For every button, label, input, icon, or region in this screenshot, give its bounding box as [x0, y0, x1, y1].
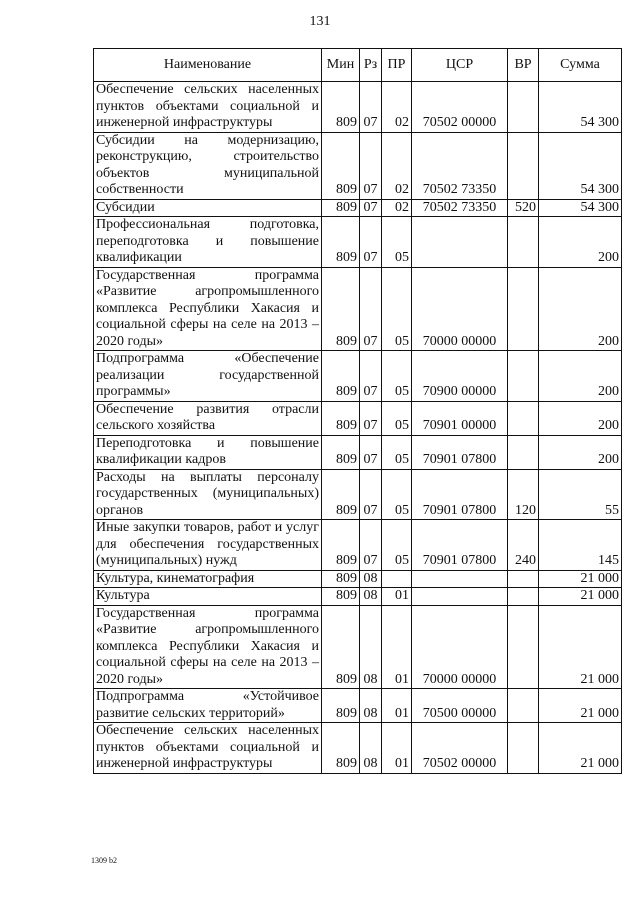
cell-rz: 07: [360, 469, 382, 520]
cell-pr: 05: [382, 469, 412, 520]
table-row: [94, 469, 622, 520]
cell-csr: 70901 07800: [412, 469, 508, 520]
cell-name: Подпрограмма «Обеспечение реализации государственной программы»: [94, 351, 322, 402]
cell-vr: [508, 82, 539, 133]
cell-vr: [508, 401, 539, 435]
cell-pr: 05: [382, 351, 412, 402]
cell-rz: 08: [360, 570, 382, 588]
cell-csr: 70500 00000: [412, 689, 508, 723]
cell-sum: 21 000: [539, 605, 622, 689]
cell-pr: 01: [382, 588, 412, 606]
cell-pr: 01: [382, 689, 412, 723]
table-row: [94, 401, 622, 435]
cell-rz: 07: [360, 435, 382, 469]
cell-sum: 21 000: [539, 570, 622, 588]
cell-min: 809: [322, 82, 360, 133]
table-row: [94, 570, 622, 588]
cell-vr: 520: [508, 199, 539, 217]
cell-name: Расходы на выплаты персоналу государственных (муниципальных) органов: [94, 469, 322, 520]
cell-vr: [508, 132, 539, 199]
cell-name: Субсидии на модернизацию, реконструкцию, строительство объектов муниципальной собственности: [94, 132, 322, 199]
cell-name: Переподготовка и повышение квалификации кадров: [94, 435, 322, 469]
cell-name: Иные закупки товаров, работ и услуг для обеспечения государственных (муниципальных) нужд: [94, 520, 322, 571]
cell-min: 809: [322, 723, 360, 774]
cell-sum: 145: [539, 520, 622, 571]
cell-min: 809: [322, 469, 360, 520]
cell-pr: 02: [382, 82, 412, 133]
cell-name: Подпрограмма «Устойчивое развитие сельских территорий»: [94, 689, 322, 723]
cell-rz: 07: [360, 82, 382, 133]
cell-name: Обеспечение сельских населенных пунктов объектами социальной и инженерной инфраструктуры: [94, 82, 322, 133]
cell-min: 809: [322, 267, 360, 351]
cell-pr: 05: [382, 401, 412, 435]
cell-pr: 02: [382, 132, 412, 199]
cell-csr: 70901 00000: [412, 401, 508, 435]
cell-pr: 05: [382, 520, 412, 571]
cell-name: Культура: [94, 588, 322, 606]
cell-vr: 240: [508, 520, 539, 571]
cell-min: 809: [322, 570, 360, 588]
cell-min: 809: [322, 435, 360, 469]
cell-sum: 54 300: [539, 199, 622, 217]
cell-vr: [508, 267, 539, 351]
page-number: 131: [309, 14, 331, 29]
cell-min: 809: [322, 520, 360, 571]
budget-table: [93, 48, 622, 774]
cell-sum: 200: [539, 351, 622, 402]
cell-pr: 01: [382, 723, 412, 774]
cell-csr: 70502 00000: [412, 82, 508, 133]
footer-code: 1309 b2: [91, 856, 117, 865]
table-row: [94, 199, 622, 217]
cell-vr: [508, 570, 539, 588]
cell-csr: [412, 588, 508, 606]
cell-rz: 07: [360, 520, 382, 571]
cell-csr: 70502 00000: [412, 723, 508, 774]
table-row: [94, 132, 622, 199]
cell-sum: 200: [539, 401, 622, 435]
table-header-row: [94, 49, 622, 82]
cell-pr: 01: [382, 605, 412, 689]
cell-rz: 08: [360, 689, 382, 723]
cell-pr: [382, 570, 412, 588]
cell-vr: [508, 351, 539, 402]
cell-rz: 07: [360, 267, 382, 351]
cell-sum: 200: [539, 217, 622, 268]
table-row: [94, 267, 622, 351]
cell-sum: 200: [539, 267, 622, 351]
cell-rz: 08: [360, 723, 382, 774]
cell-sum: 21 000: [539, 689, 622, 723]
cell-rz: 08: [360, 588, 382, 606]
cell-sum: 200: [539, 435, 622, 469]
table-row: [94, 217, 622, 268]
cell-sum: 55: [539, 469, 622, 520]
cell-min: 809: [322, 401, 360, 435]
cell-min: 809: [322, 132, 360, 199]
cell-csr: 70000 00000: [412, 267, 508, 351]
cell-csr: [412, 570, 508, 588]
table-row: [94, 588, 622, 606]
cell-sum: 54 300: [539, 132, 622, 199]
cell-name: Обеспечение развития отрасли сельского хозяйства: [94, 401, 322, 435]
table-row: [94, 520, 622, 571]
cell-vr: [508, 588, 539, 606]
header-rz: Рз: [360, 49, 382, 82]
cell-pr: 02: [382, 199, 412, 217]
table-row: [94, 435, 622, 469]
header-name: Наименование: [94, 49, 322, 82]
table-row: [94, 351, 622, 402]
cell-vr: [508, 217, 539, 268]
cell-name: Государственная программа «Развитие агропромышленного комплекса Республики Хакасия и социальной сферы на селе на 2013 – 2020 годы»: [94, 267, 322, 351]
header-sum: Сумма: [539, 49, 622, 82]
header-csr: ЦСР: [412, 49, 508, 82]
cell-csr: 70502 73350: [412, 199, 508, 217]
cell-rz: 07: [360, 401, 382, 435]
table-row: [94, 82, 622, 133]
cell-min: 809: [322, 351, 360, 402]
cell-vr: [508, 435, 539, 469]
cell-csr: 70900 00000: [412, 351, 508, 402]
table-row: [94, 605, 622, 689]
cell-min: 809: [322, 605, 360, 689]
header-vr: ВР: [508, 49, 539, 82]
cell-vr: [508, 605, 539, 689]
cell-min: 809: [322, 689, 360, 723]
header-min: Мин: [322, 49, 360, 82]
cell-sum: 54 300: [539, 82, 622, 133]
cell-rz: 07: [360, 217, 382, 268]
cell-vr: 120: [508, 469, 539, 520]
table-row: [94, 689, 622, 723]
cell-csr: 70901 07800: [412, 520, 508, 571]
cell-csr: 70901 07800: [412, 435, 508, 469]
cell-name: Государственная программа «Развитие агропромышленного комплекса Республики Хакасия и социальной сферы на селе на 2013 – 2020 годы»: [94, 605, 322, 689]
cell-rz: 07: [360, 351, 382, 402]
cell-name: Обеспечение сельских населенных пунктов объектами социальной и инженерной инфраструктуры: [94, 723, 322, 774]
cell-name: Субсидии: [94, 199, 322, 217]
cell-csr: [412, 217, 508, 268]
cell-min: 809: [322, 217, 360, 268]
cell-vr: [508, 723, 539, 774]
cell-min: 809: [322, 588, 360, 606]
cell-sum: 21 000: [539, 723, 622, 774]
table-row: [94, 723, 622, 774]
cell-sum: 21 000: [539, 588, 622, 606]
cell-name: Культура, кинематография: [94, 570, 322, 588]
cell-rz: 08: [360, 605, 382, 689]
cell-pr: 05: [382, 217, 412, 268]
cell-name: Профессиональная подготовка, переподготовка и повышение квалификации: [94, 217, 322, 268]
cell-min: 809: [322, 199, 360, 217]
cell-csr: 70502 73350: [412, 132, 508, 199]
cell-vr: [508, 689, 539, 723]
cell-rz: 07: [360, 199, 382, 217]
header-pr: ПР: [382, 49, 412, 82]
cell-csr: 70000 00000: [412, 605, 508, 689]
cell-rz: 07: [360, 132, 382, 199]
cell-pr: 05: [382, 267, 412, 351]
cell-pr: 05: [382, 435, 412, 469]
